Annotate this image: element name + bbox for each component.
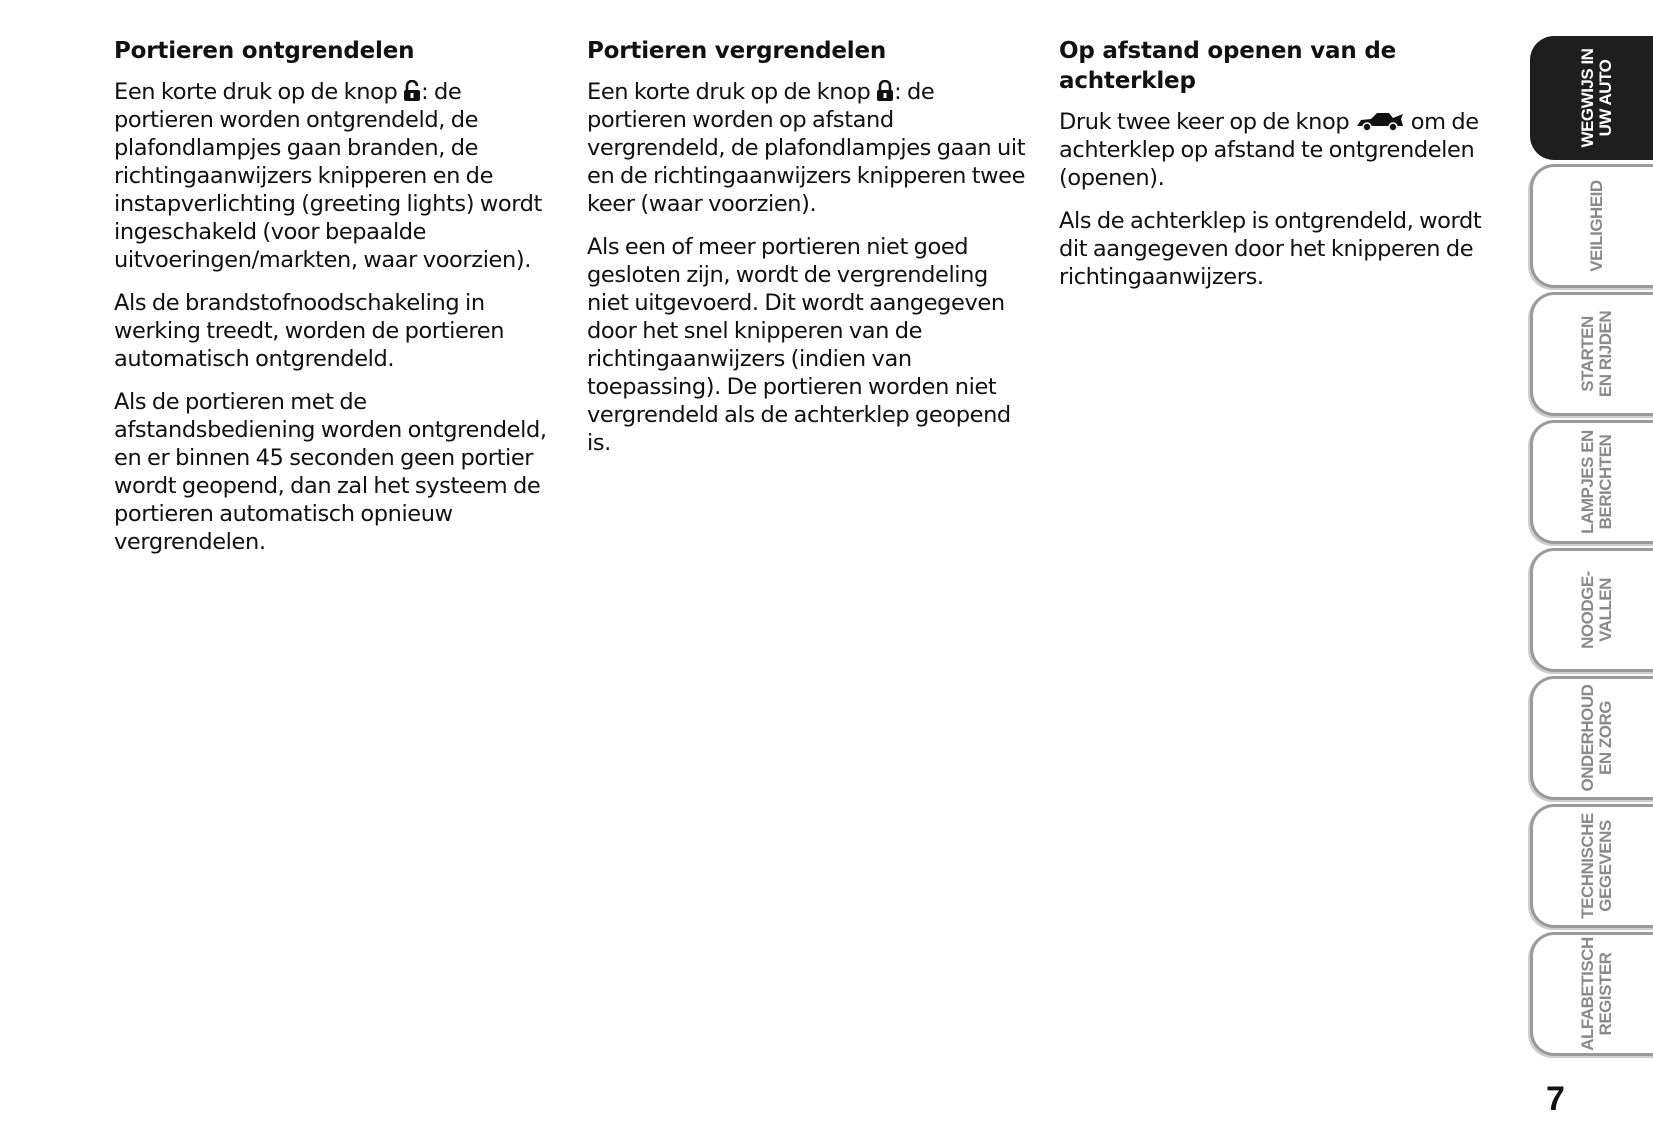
column-unlock-doors: [114, 36, 554, 571]
heading-lock-doors: Portieren vergrendelen: [587, 38, 887, 64]
column-tailgate: [1059, 36, 1499, 306]
page-number: 7: [1546, 1080, 1565, 1118]
unlock-icon: [403, 80, 421, 102]
tab-technische[interactable]: TECHNISCHE GEGEVENS: [1530, 804, 1653, 928]
paragraph-unlock-1: Een korte druk op de knop : de portieren worden ontgrendeld, de plafondlampjes gaan branden, de richtingaanwijzers knipperen en de instapverlichting (greeting lights) wordt ingeschakeld (voor bepaalde uitvoeringen/markten, waar voorzien).: [114, 79, 542, 273]
tab-starten[interactable]: STARTEN EN RIJDEN: [1530, 292, 1653, 416]
section-tabs: [1530, 36, 1653, 1076]
paragraph-tailgate-1: Druk twee keer op de knop om de achterklep op afstand te ontgrendelen (openen).: [1059, 109, 1479, 191]
tab-alfabetisch[interactable]: ALFABETISCH REGISTER: [1530, 932, 1653, 1056]
tab-noodgevallen[interactable]: NOODGE- VALLEN: [1530, 548, 1653, 672]
paragraph-tailgate-2: Als de achterklep is ontgrendeld, wordt dit aangegeven door het knipperen de richtingaanwijzers.: [1059, 208, 1482, 290]
paragraph-lock-1: Een korte druk op de knop : de portieren worden op afstand vergrendeld, de plafondlampjes gaan uit en de richtingaanwijzers knipperen twee keer (waar voorzien).: [587, 79, 1026, 217]
tab-lampjes[interactable]: LAMPJES EN BERICHTEN: [1530, 420, 1653, 544]
column-lock-doors: [587, 36, 1027, 472]
tab-wegwijs[interactable]: WEGWIJS IN UW AUTO: [1530, 36, 1653, 160]
paragraph-unlock-3: Als de portieren met de afstandsbediening worden ontgrendeld, en er binnen 45 seconden geen portier wordt geopend, dan zal het systeem de portieren automatisch opnieuw vergrendelen.: [114, 389, 547, 555]
paragraph-unlock-2: Als de brandstofnoodschakeling in werking treedt, worden de portieren automatisch ontgrendeld.: [114, 290, 505, 372]
lock-icon: [876, 80, 894, 102]
heading-tailgate: Op afstand openen van de achterklep: [1059, 38, 1396, 94]
tab-onderhoud[interactable]: ONDERHOUD EN ZORG: [1530, 676, 1653, 800]
tab-veiligheid[interactable]: VEILIGHEID: [1530, 164, 1653, 288]
paragraph-lock-2: Als een of meer portieren niet goed gesloten zijn, wordt de vergrendeling niet uitgevoerd. Dit wordt aangegeven door het snel knipperen van de richtingaanwijzers (indien van toepassing). De portieren worden niet vergrendeld als de achterklep geopend is.: [587, 234, 1011, 456]
heading-unlock-doors: Portieren ontgrendelen: [114, 38, 415, 64]
car-trunk-icon: [1355, 110, 1405, 132]
